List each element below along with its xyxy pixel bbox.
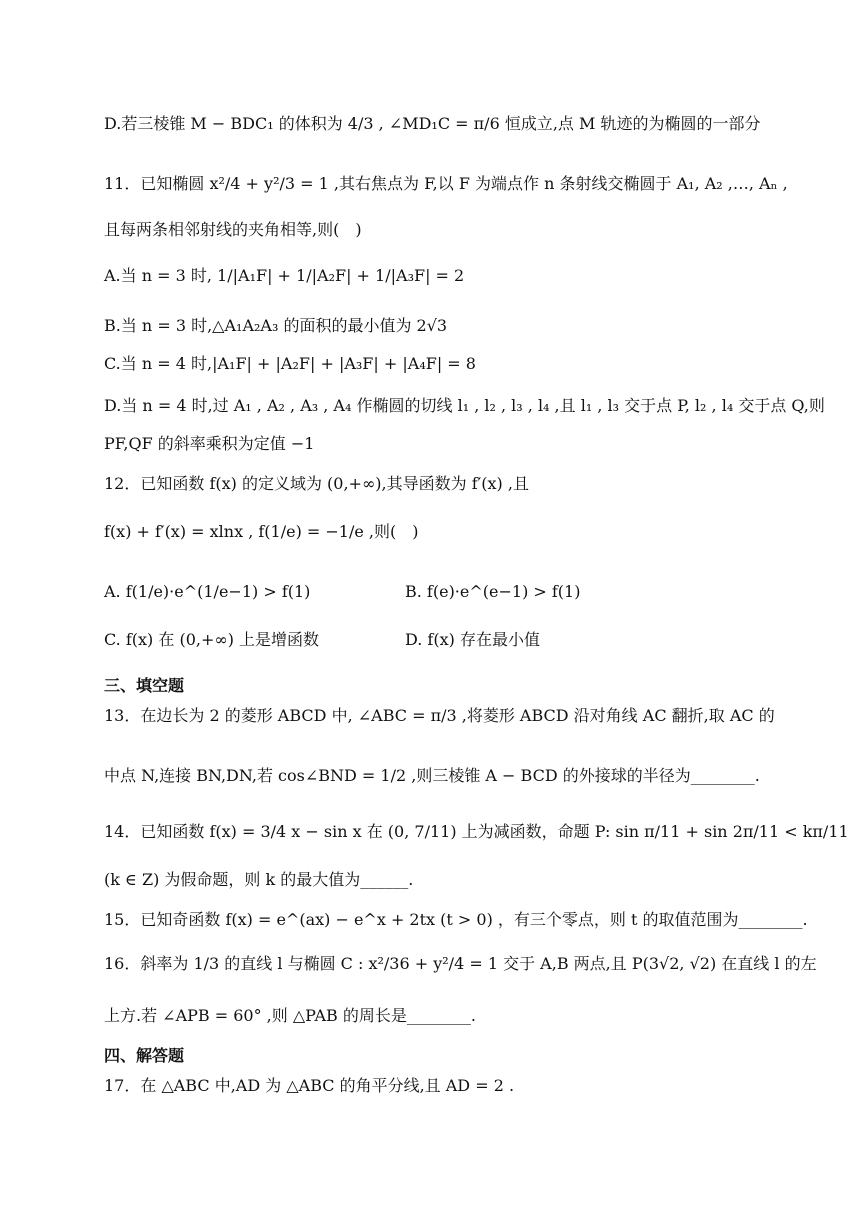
q12-option-b: B. f(e)·e^(e−1) > f(1) xyxy=(405,582,581,601)
q14-stem-line1: 14．已知函数 f(x) = 3/4 x − sin x 在 (0, 7/11) 上为减函数，命题 P: sin π/11 + sin 2π/11 < kπ/11 xyxy=(104,822,849,841)
q11-stem-line1: 11．已知椭圆 x²/4 + y²/3 = 1 ,其右焦点为 F,以 F 为端点作 n 条射线交椭圆于 A₁, A₂ ,…, Aₙ , xyxy=(104,174,788,193)
q10-option-d: D.若三棱锥 M − BDC₁ 的体积为 4/3 , ∠MD₁C = π/6 恒成立,点 M 轨迹的为椭圆的一部分 xyxy=(104,114,761,133)
q11-option-a: A.当 n = 3 时, 1/|A₁F| + 1/|A₂F| + 1/|A₃F| = 2 xyxy=(104,266,465,285)
q17-stem: 17．在 △ABC 中,AD 为 △ABC 的角平分线,且 AD = 2 . xyxy=(104,1076,515,1095)
q13-stem-line2: 中点 N,连接 BN,DN,若 cos∠BND = 1/2 ,则三棱锥 A − BCD 的外接球的半径为________. xyxy=(104,766,760,785)
q16-stem-line2: 上方.若 ∠APB = 60° ,则 △PAB 的周长是________. xyxy=(104,1006,476,1025)
q12-option-a: A. f(1/e)·e^(1/e−1) > f(1) xyxy=(104,582,311,601)
q11-option-b: B.当 n = 3 时,△A₁A₂A₃ 的面积的最小值为 2√3 xyxy=(104,316,448,335)
q12-option-d: D. f(x) 存在最小值 xyxy=(405,630,540,649)
section-heading-solutions: 四、解答题 xyxy=(104,1046,185,1065)
q12-stem-line2: f(x) + f′(x) = xlnx , f(1/e) = −1/e ,则( ) xyxy=(104,522,419,541)
q16-stem-line1: 16．斜率为 1/3 的直线 l 与椭圆 C : x²/36 + y²/4 = 1 交于 A,B 两点,且 P(3√2, √2) 在直线 l 的左 xyxy=(104,954,817,973)
q11-option-d-line2: PF,QF 的斜率乘积为定值 −1 xyxy=(104,434,315,453)
q13-stem-line1: 13．在边长为 2 的菱形 ABCD 中, ∠ABC = π/3 ,将菱形 ABCD 沿对角线 AC 翻折,取 AC 的 xyxy=(104,706,775,725)
q12-stem-line1: 12．已知函数 f(x) 的定义域为 (0,+∞),其导函数为 f′(x) ,且 xyxy=(104,474,529,493)
q11-option-d-line1: D.当 n = 4 时,过 A₁ , A₂ , A₃ , A₄ 作椭圆的切线 l₁ , l₂ , l₃ , l₄ ,且 l₁ , l₃ 交于点 P, l₂ , l₄ 交于点 Q,则 xyxy=(104,396,825,415)
q12-option-c: C. f(x) 在 (0,+∞) 上是增函数 xyxy=(104,630,320,649)
q11-stem-line2: 且每两条相邻射线的夹角相等,则( ) xyxy=(104,220,362,239)
q11-option-c: C.当 n = 4 时,|A₁F| + |A₂F| + |A₃F| + |A₄F| = 8 xyxy=(104,354,476,373)
q15-stem: 15．已知奇函数 f(x) = e^(ax) − e^x + 2tx (t > 0) ，有三个零点，则 t 的取值范围为________. xyxy=(104,910,808,929)
q14-stem-line2: (k ∈ Z) 为假命题，则 k 的最大值为______. xyxy=(104,870,414,889)
section-heading-fill-in: 三、填空题 xyxy=(104,676,185,695)
